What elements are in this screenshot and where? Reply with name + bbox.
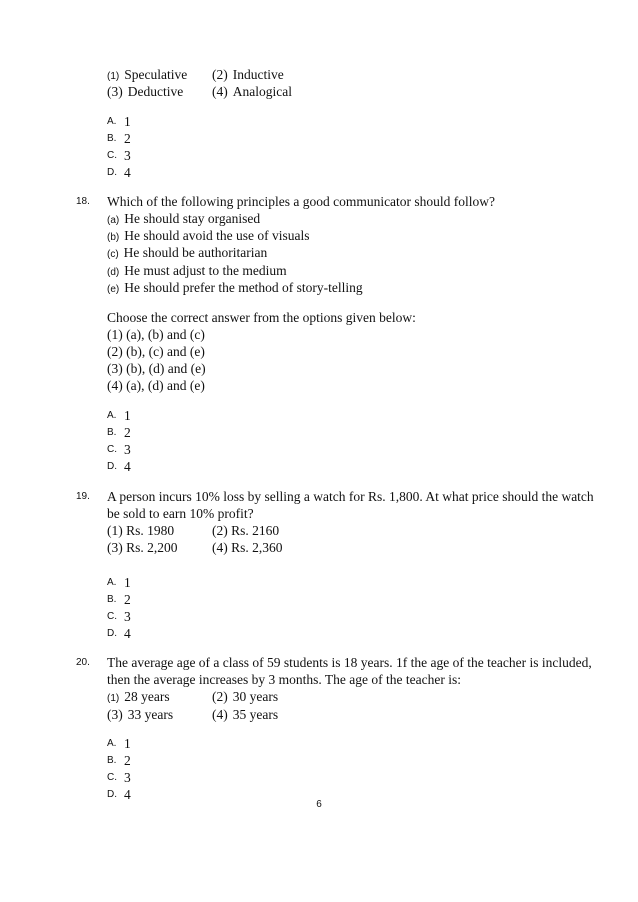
answer-text: (4) (a), (d) and (e) xyxy=(107,378,205,393)
option-value: 2 xyxy=(124,592,131,607)
question-text: Which of the following principles a good communicator should follow? xyxy=(107,194,496,209)
choice-label: (3) xyxy=(107,707,123,722)
option-letter: D. xyxy=(107,628,117,639)
answer-text: (3) (b), (d) and (e) xyxy=(107,361,206,376)
statement-text: He should prefer the method of story-telling xyxy=(124,280,363,295)
instruction-text: Choose the correct answer from the options given below: xyxy=(107,310,416,325)
option-letter: A. xyxy=(107,116,117,127)
option-value: 4 xyxy=(124,787,131,802)
choice-text: (1) Rs. 1980 xyxy=(107,523,175,538)
option-letter: D. xyxy=(107,167,117,178)
option-value: 1 xyxy=(124,408,131,423)
statement-text: He should stay organised xyxy=(124,211,261,226)
option-value: 3 xyxy=(124,770,131,785)
option-letter: A. xyxy=(107,577,117,588)
choice-text: 30 years xyxy=(232,689,279,704)
question-text: then the average increases by 3 months. The age of the teacher is: xyxy=(107,672,461,687)
option-letter: B. xyxy=(107,594,117,605)
choice-text: (4) Rs. 2,360 xyxy=(212,540,283,555)
choice-text: 33 years xyxy=(127,707,174,722)
statement-label: (b) xyxy=(107,232,120,243)
option-value: 2 xyxy=(124,131,131,146)
statement-label: (a) xyxy=(107,215,120,226)
statement-label: (e) xyxy=(107,284,120,295)
statement-text: He should avoid the use of visuals xyxy=(124,228,310,243)
statement-text: He must adjust to the medium xyxy=(124,263,287,278)
choice-label: (1) xyxy=(107,693,120,704)
statement-label: (d) xyxy=(107,267,120,278)
choice-text: 28 years xyxy=(124,689,170,704)
choice-text: Analogical xyxy=(232,84,292,99)
option-letter: C. xyxy=(107,444,117,455)
choice-text: Inductive xyxy=(232,67,284,82)
option-letter: B. xyxy=(107,133,117,144)
choice-label: (4) xyxy=(212,707,228,722)
answer-text: (1) (a), (b) and (c) xyxy=(107,327,205,342)
answer-text: (2) (b), (c) and (e) xyxy=(107,344,205,359)
option-value: 4 xyxy=(124,165,131,180)
option-value: 4 xyxy=(124,459,131,474)
choice-label: (2) xyxy=(212,689,228,704)
option-letter: D. xyxy=(107,461,117,472)
option-value: 2 xyxy=(124,425,131,440)
page-number: 6 xyxy=(316,799,322,810)
question-text: be sold to earn 10% profit? xyxy=(107,506,254,521)
option-value: 3 xyxy=(124,148,131,163)
choice-text: Deductive xyxy=(127,84,184,99)
option-letter: C. xyxy=(107,611,117,622)
choice-text: 35 years xyxy=(232,707,279,722)
option-value: 3 xyxy=(124,442,131,457)
question-text: The average age of a class of 59 students is 18 years. 1f the age of the teacher is included, xyxy=(107,655,592,670)
option-value: 2 xyxy=(124,753,131,768)
choice-text: Speculative xyxy=(124,67,188,82)
question-number: 18. xyxy=(76,196,90,207)
option-value: 1 xyxy=(124,575,131,590)
choice-label: (4) xyxy=(212,84,228,99)
option-value: 1 xyxy=(124,736,131,751)
statement-text: He should be authoritarian xyxy=(123,245,268,260)
choice-label: (1) xyxy=(107,71,120,82)
question-number: 20. xyxy=(76,657,90,668)
option-letter: D. xyxy=(107,789,117,800)
option-value: 1 xyxy=(124,114,131,129)
question-text: A person incurs 10% loss by selling a watch for Rs. 1,800. At what price should the watch xyxy=(107,489,594,504)
choice-label: (2) xyxy=(212,67,228,82)
option-letter: C. xyxy=(107,772,117,783)
option-value: 4 xyxy=(124,626,131,641)
choice-text: (3) Rs. 2,200 xyxy=(107,540,178,555)
option-value: 3 xyxy=(124,609,131,624)
option-letter: B. xyxy=(107,427,117,438)
choice-text: (2) Rs. 2160 xyxy=(212,523,280,538)
option-letter: A. xyxy=(107,410,117,421)
choice-label: (3) xyxy=(107,84,123,99)
option-letter: B. xyxy=(107,755,117,766)
statement-label: (c) xyxy=(107,249,119,260)
option-letter: C. xyxy=(107,150,117,161)
question-number: 19. xyxy=(76,491,90,502)
option-letter: A. xyxy=(107,738,117,749)
